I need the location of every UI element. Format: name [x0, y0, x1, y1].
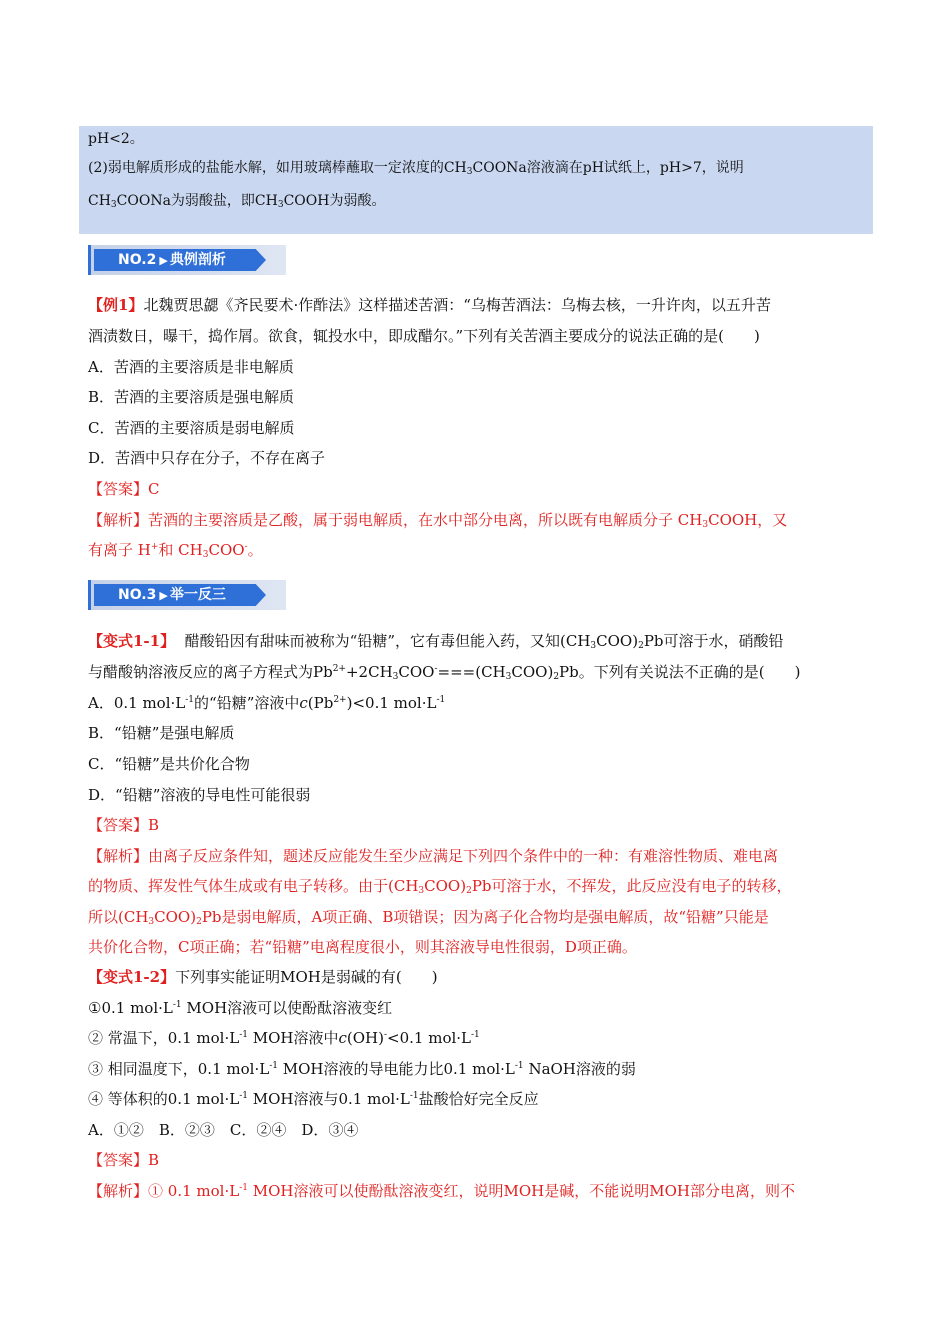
- summary-text: COOH为弱酸。: [283, 193, 386, 209]
- statement-text: <0.1 mol·L: [387, 1029, 472, 1047]
- superscript: -1: [239, 1183, 248, 1193]
- option-text: A．0.1 mol·L: [88, 694, 186, 712]
- statement-text: MOH溶液的导电能力比0.1 mol·L: [277, 1060, 515, 1078]
- example-tag: 【例1】: [88, 296, 144, 314]
- variant-1-1-question-line-1: [88, 630, 784, 652]
- answer-tag: 【答案】: [88, 480, 149, 498]
- banner-title: 典例剖析: [169, 252, 226, 268]
- analysis-text: COO: [208, 541, 245, 559]
- analysis-line-3: [88, 906, 769, 928]
- analysis-tag: 【解析】: [88, 1182, 149, 1200]
- statement-3: [88, 1058, 636, 1080]
- option-text: B．苦酒的主要溶质是强电解质: [88, 388, 295, 406]
- analysis-text: COOH，又: [708, 511, 788, 529]
- option-d: [88, 447, 325, 469]
- superscript: -1: [514, 1061, 524, 1071]
- answer-tag: 【答案】: [88, 1151, 149, 1169]
- variant-tag: 【变式1-1】: [88, 632, 176, 650]
- statement-text: 盐酸恰好完全反应: [418, 1090, 539, 1108]
- variant-tag: 【变式1-2】: [88, 968, 176, 986]
- analysis-text: 所以(CH: [88, 908, 149, 926]
- answer-line: [88, 814, 159, 836]
- statement-text: ③ 相同温度下，0.1 mol·L: [88, 1060, 270, 1078]
- option-text: B．“铅糖”是强电解质: [88, 724, 235, 742]
- banner-label: [118, 585, 226, 605]
- superscript: -1: [269, 1061, 278, 1071]
- answer-tag: 【答案】: [88, 816, 149, 834]
- analysis-line-4: [88, 936, 637, 958]
- analysis-text: 和 CH: [158, 541, 203, 559]
- statement-2: [88, 1027, 480, 1049]
- answer-value: C: [148, 480, 160, 498]
- summary-line-2: [88, 159, 864, 178]
- superscript: -: [383, 1030, 388, 1040]
- question-text: COO: [398, 663, 435, 681]
- answer-value: B: [148, 1151, 160, 1169]
- analysis-text: COO): [154, 908, 197, 926]
- analysis-text: 共价化合物，C项正确；若“铅糖”电离程度很小，则其溶液导电性很弱，D项正确。: [88, 938, 637, 956]
- variant-1-1-question-line-2: [88, 661, 800, 683]
- banner-accent: [88, 245, 91, 275]
- summary-line-1: [88, 130, 864, 149]
- subscript: 3: [202, 550, 209, 560]
- superscript: -1: [239, 1030, 248, 1040]
- question-text: 醋酸铅因有甜味而被称为“铅糖”，它有毒但能入药，又知(CH: [184, 632, 591, 650]
- superscript: 2+: [333, 695, 347, 705]
- superscript: -1: [436, 695, 446, 705]
- example-1-question-line-1: [88, 294, 771, 316]
- banner-accent: [88, 580, 91, 610]
- answer-line: [88, 478, 160, 500]
- option-b: [88, 722, 234, 744]
- summary-line-3: [88, 192, 864, 211]
- variant-1-2-question: [88, 966, 438, 988]
- play-arrow-icon: ▶: [159, 254, 168, 267]
- subscript: 3: [466, 167, 473, 177]
- analysis-text: COO): [424, 877, 467, 895]
- option-a: [88, 692, 445, 714]
- subscript: 2: [553, 672, 560, 682]
- banner-label: [118, 250, 226, 270]
- question-text: +2CH: [345, 663, 393, 681]
- question-text: 北魏贾思勰《齐民要术·作酢法》这样描述苦酒：“乌梅苦酒法：乌梅去核，一升许肉，以五升苦: [143, 296, 771, 314]
- superscript: -1: [409, 1091, 419, 1101]
- answer-value: B: [148, 816, 160, 834]
- superscript: -1: [239, 1091, 248, 1101]
- superscript: -1: [471, 1030, 480, 1040]
- analysis-text: Pb可溶于水，不挥发，此反应没有电子的转移，: [471, 877, 792, 895]
- subscript: 3: [505, 672, 512, 682]
- question-text: 下列事实能证明MOH是弱碱的有( ): [175, 968, 438, 986]
- analysis-line-1: [88, 1180, 795, 1202]
- analysis-text: 苦酒的主要溶质是乙酸，属于弱电解质，在水中部分电离，所以既有电解质分子 CH: [148, 511, 703, 529]
- question-text: Pb。下列有关说法不正确的是( ): [559, 663, 801, 681]
- question-text: ===(CH: [437, 663, 506, 681]
- option-text: C．“铅糖”是共价化合物: [88, 755, 250, 773]
- option-text: D．苦酒中只存在分子，不存在离子: [88, 449, 326, 467]
- analysis-line-2: [88, 539, 263, 561]
- option-text: C．苦酒的主要溶质是弱电解质: [88, 419, 295, 437]
- analysis-tag: 【解析】: [88, 847, 149, 865]
- option-text: )<0.1 mol·L: [346, 694, 437, 712]
- subscript: 3: [277, 200, 284, 210]
- analysis-tag: 【解析】: [88, 511, 149, 529]
- superscript: -1: [172, 1000, 182, 1010]
- statement-text: c: [338, 1029, 347, 1047]
- option-c: [88, 417, 294, 439]
- banner-number: NO.2: [118, 252, 157, 268]
- answer-line: [88, 1149, 159, 1171]
- play-arrow-icon: ▶: [159, 589, 168, 602]
- statement-text: (OH): [346, 1029, 384, 1047]
- statement-text: MOH溶液与0.1 mol·L: [247, 1090, 410, 1108]
- analysis-line-2: [88, 875, 792, 897]
- question-text: 与醋酸钠溶液反应的离子方程式为Pb: [88, 663, 333, 681]
- superscript: 2+: [332, 664, 346, 674]
- subscript: 2: [196, 917, 202, 927]
- subscript: 3: [418, 886, 425, 896]
- statement-text: ①0.1 mol·L: [88, 999, 173, 1017]
- subscript: 2: [638, 641, 644, 651]
- subscript: 3: [392, 672, 399, 682]
- summary-text: CH: [88, 193, 111, 209]
- option-text: (Pb: [307, 694, 334, 712]
- analysis-text: 由离子反应条件知，题述反应能发生至少应满足下列四个条件中的一种：有难溶性物质、难电离: [148, 847, 779, 865]
- summary-box: [79, 126, 873, 234]
- superscript: -: [244, 542, 248, 552]
- question-text: COO): [596, 632, 639, 650]
- option-text: A．苦酒的主要溶质是非电解质: [88, 358, 294, 376]
- subscript: 2: [466, 886, 472, 896]
- option-c: [88, 753, 250, 775]
- option-d: [88, 784, 310, 806]
- analysis-text: 。: [247, 541, 263, 559]
- superscript: -1: [185, 695, 195, 705]
- subscript: 3: [148, 917, 155, 927]
- options-line: [88, 1119, 358, 1141]
- summary-text: (2)弱电解质形成的盐能水解，如用玻璃棒蘸取一定浓度的CH: [88, 160, 467, 176]
- superscript: +: [150, 542, 159, 552]
- section-banner-example: [88, 245, 286, 275]
- statement-4: [88, 1088, 539, 1110]
- question-text: COO): [511, 663, 554, 681]
- superscript: -: [434, 664, 438, 674]
- analysis-text: 的物质、挥发性气体生成或有电子转移。由于(CH: [88, 877, 419, 895]
- question-text: Pb可溶于水，硝酸铅: [643, 632, 784, 650]
- subscript: 3: [702, 520, 709, 530]
- option-text: c: [299, 694, 308, 712]
- summary-text: COONa为弱酸盐，即CH: [116, 193, 278, 209]
- option-text: 的“铅糖”溶液中: [194, 694, 300, 712]
- option-a: [88, 356, 294, 378]
- analysis-text: ① 0.1 mol·L: [148, 1182, 240, 1200]
- options-text: A．①② B．②③ C．②④ D．③④: [88, 1121, 359, 1139]
- summary-text: pH<2。: [88, 131, 144, 147]
- example-1-question-line-2: [88, 325, 760, 347]
- subscript: 3: [110, 200, 117, 210]
- banner-title: 举一反三: [169, 587, 226, 603]
- statement-text: NaOH溶液的弱: [523, 1060, 636, 1078]
- summary-text: COONa溶液滴在pH试纸上，pH>7，说明: [472, 160, 744, 176]
- option-b: [88, 386, 294, 408]
- analysis-text: MOH溶液可以使酚酞溶液变红，说明MOH是碱，不能说明MOH部分电离，则不: [247, 1182, 795, 1200]
- banner-number: NO.3: [118, 587, 157, 603]
- analysis-text: 有离子 H: [88, 541, 151, 559]
- statement-text: MOH溶液中: [247, 1029, 339, 1047]
- analysis-line-1: [88, 509, 787, 531]
- statement-text: MOH溶液可以使酚酞溶液变红: [181, 999, 393, 1017]
- analysis-text: Pb是弱电解质，A项正确、B项错误；因为离子化合物均是强电解质，故“铅糖”只能是: [201, 908, 769, 926]
- subscript: 3: [590, 641, 597, 651]
- section-banner-practice: [88, 580, 286, 610]
- statement-text: ② 常温下，0.1 mol·L: [88, 1029, 240, 1047]
- statement-text: ④ 等体积的0.1 mol·L: [88, 1090, 240, 1108]
- question-text: 酒渍数日，曝干，捣作屑。欲食，辄投水中，即成醋尔。”下列有关苦酒主要成分的说法正确的是( ): [88, 327, 760, 345]
- analysis-line-1: [88, 845, 778, 867]
- option-text: D．“铅糖”溶液的导电性可能很弱: [88, 786, 311, 804]
- statement-1: [88, 997, 392, 1019]
